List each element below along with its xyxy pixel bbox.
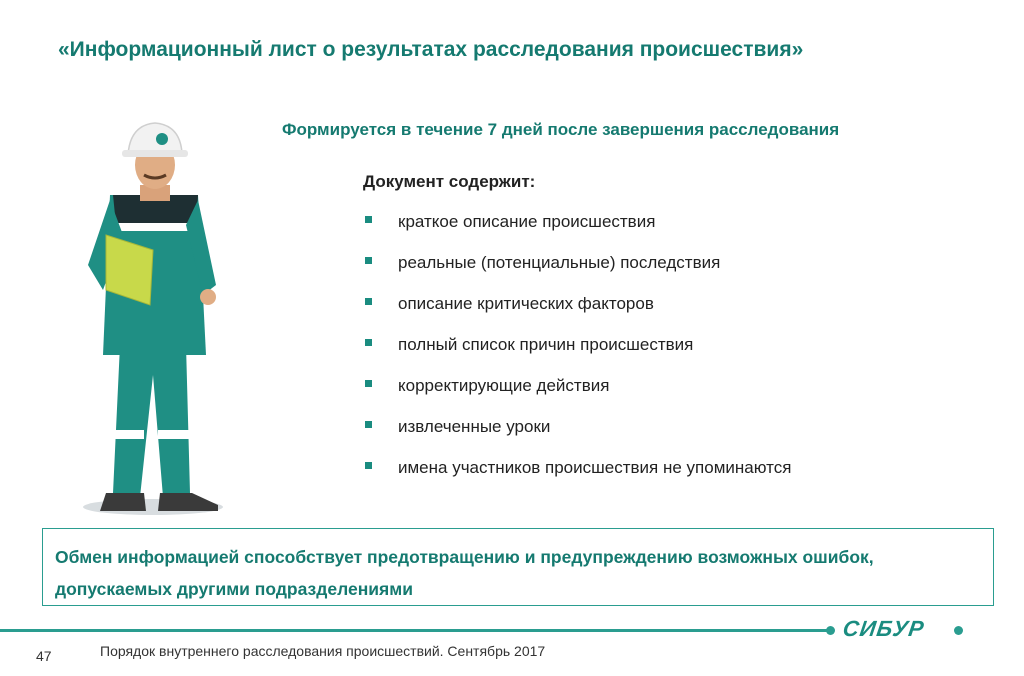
square-bullet-icon [365, 462, 372, 469]
divider-dot-icon [826, 626, 835, 635]
document-heading: Документ содержит: [363, 172, 536, 191]
list-item [363, 253, 791, 294]
list-item-text: имена участников происшествия не упоминаются [398, 458, 792, 477]
list-item-text: краткое описание происшествия [398, 212, 656, 231]
list-item-text: описание критических факторов [398, 294, 654, 313]
sibur-logo: СИБУР [841, 616, 927, 641]
square-bullet-icon [365, 257, 372, 264]
list-item [363, 417, 791, 458]
list-item-text: извлеченные уроки [398, 417, 551, 436]
footer-divider [0, 629, 830, 632]
worker-illustration-icon [58, 115, 238, 525]
list-item [363, 335, 791, 376]
footer-text: Порядок внутреннего расследования происшествий. Сентябрь 2017 [100, 643, 546, 659]
subtitle: Формируется в течение 7 дней после завершения расследования [282, 120, 840, 139]
square-bullet-icon [365, 421, 372, 428]
list-item [363, 458, 791, 499]
list-item [363, 212, 791, 253]
square-bullet-icon [365, 216, 372, 223]
list-item-text: реальные (потенциальные) последствия [398, 253, 721, 272]
list-item [363, 376, 791, 417]
callout-text: Обмен информацией способствует предотвращению и предупреждению возможных ошибок, допускаемых другими подразделениями [55, 547, 874, 599]
callout-box [42, 528, 994, 606]
list-item-text: полный список причин происшествия [398, 335, 694, 354]
divider-dot-icon [954, 626, 963, 635]
square-bullet-icon [365, 298, 372, 305]
list-item [363, 294, 791, 335]
list-item-text: корректирующие действия [398, 376, 610, 395]
square-bullet-icon [365, 339, 372, 346]
square-bullet-icon [365, 380, 372, 387]
content-bullet-list [363, 212, 791, 499]
slide-title: «Информационный лист о результатах расследования происшествия» [58, 38, 804, 61]
page-number: 47 [36, 648, 52, 664]
